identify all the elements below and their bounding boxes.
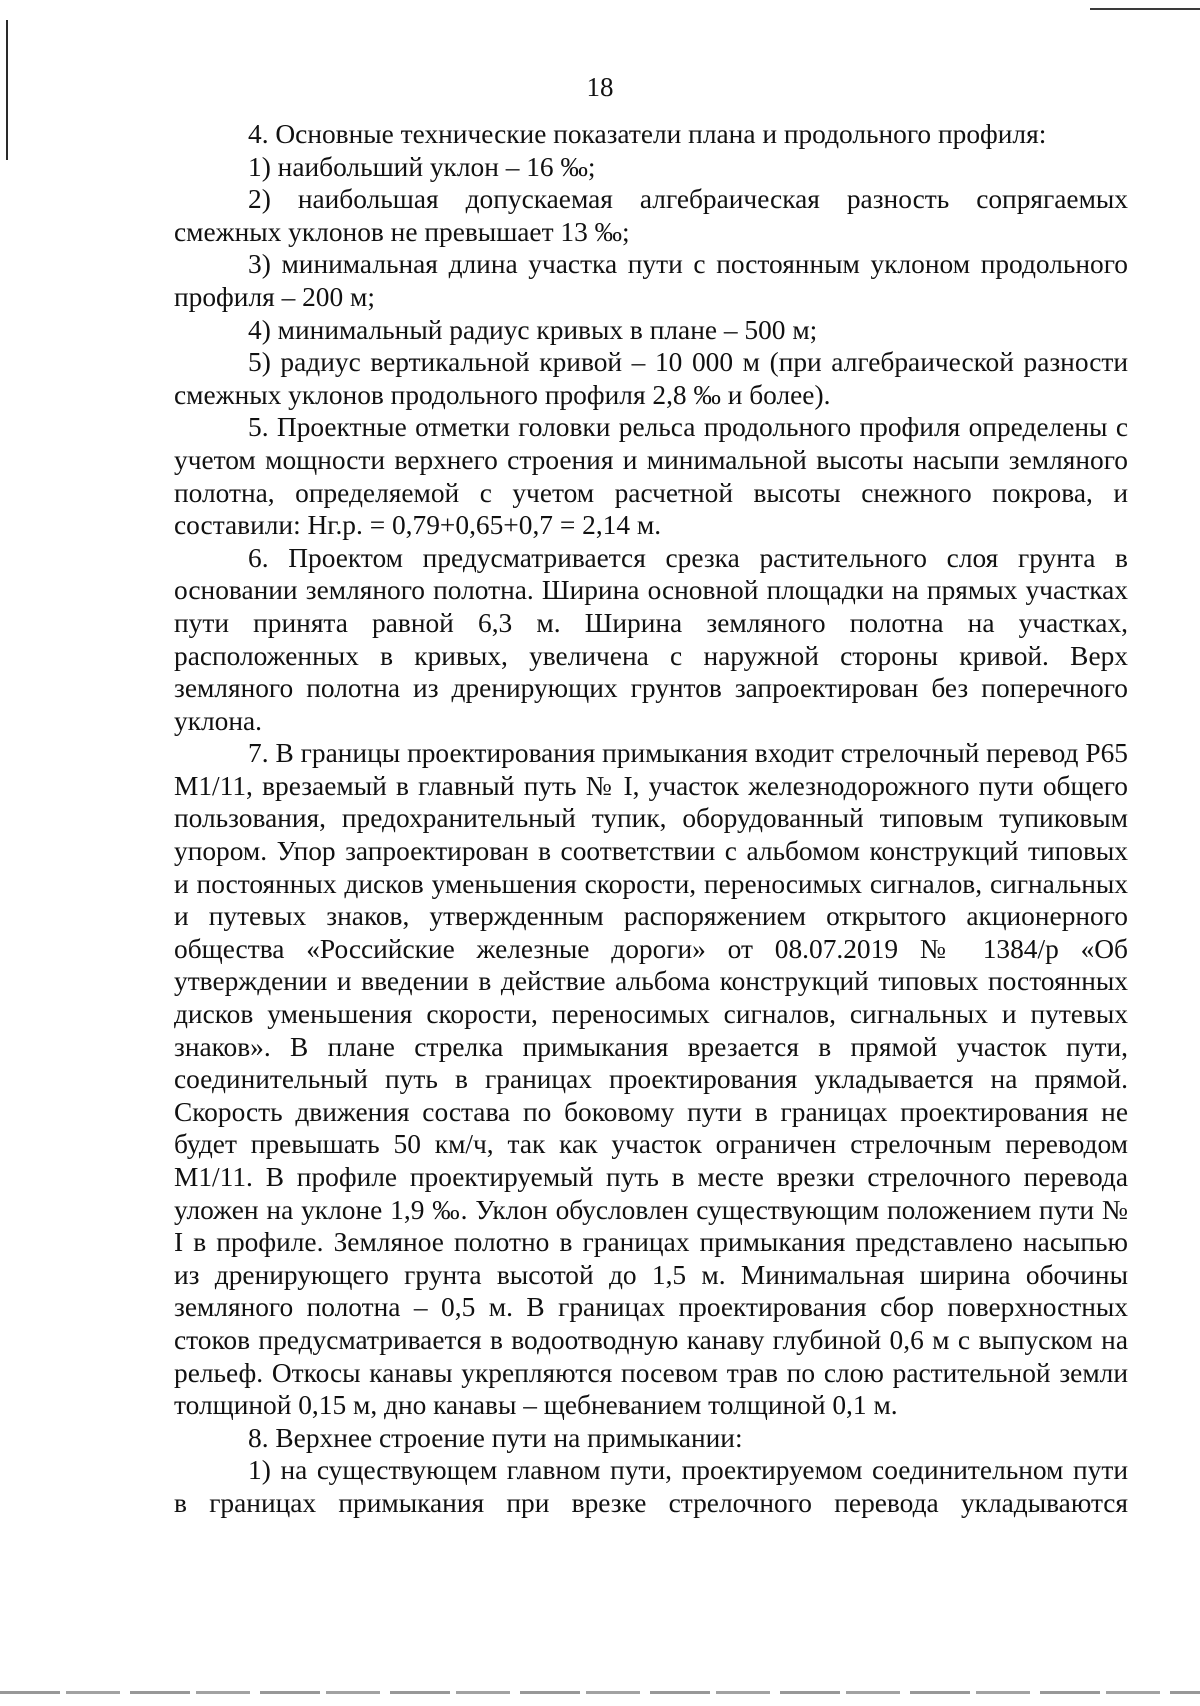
paragraph-section-7-junction: 7. В границы проектирования примыкания входит стрелочный перевод Р65 М1/11, врезаемый в главный путь № I, участок железнодорожного пути общего пользования, предохранительный тупик, оборудованный типовым тупиковым упором. Упор запроектирован в соответствии с альбомом конструкций типовых и постоянных дисков уменьшения скорости, переносимых сигналов, сигнальных и путевых знаков, утвержденным распоряжением открытого акционерного общества «Российские железные дороги» от 08.07.2019 № 1384/р «Об утверждении и введении в действие альбома конструкций типовых постоянных дисков уменьшения скорости, переносимых сигналов, сигнальных и путевых знаков». В плане стрелка примыкания врезается в прямой участок пути, соединительный путь в границах проектирования укладывается на прямой. Скорость движения состава по боковому пути в границах проектирования не будет превышать 50 км/ч, так как участок ограничен стрелочным переводом М1/11. В профиле проектируемый путь в месте врезки стрелочного перевода уложен на уклоне 1,9 ‰. Уклон обусловлен существующим положением пути № I в профиле. Земляное полотно в границах примыкания представлено насыпью из дренирующего грунта высотой до 1,5 м. Минимальная ширина обочины земляного полотна – 0,5 м. В границах проектирования сбор поверхностных стоков предусматривается в водоотводную канаву глубиной 0,6 м с выпуском на рельеф. Откосы канавы укрепляются посевом трав по слою растительной земли толщиной 0,15 м, дно канавы – щебневанием толщиной 0,1 м. xyxy=(174,738,1128,1421)
paragraph-section-4-heading: 4. Основные технические показатели плана и продольного профиля: xyxy=(248,119,1047,149)
paragraph-section-8-heading: 8. Верхнее строение пути на примыкании: xyxy=(248,1422,743,1453)
scan-edge-bottom xyxy=(0,1691,1200,1694)
paragraph-item-3-min-length: 3) минимальная длина участка пути с постоянным уклоном продольного профиля – 200 м; xyxy=(174,249,1128,312)
paragraph-item-1-max-gradient: 1) наибольший уклон – 16 ‰; xyxy=(248,151,596,182)
paragraph-section-6-subgrade: 6. Проектом предусматривается срезка растительного слоя грунта в основании земляного полотна. Ширина основной площадки на прямых участках пути принята равной 6,3 м. Ширина земляного полотна на участках, расположенных в кривых, увеличена с наружной стороны кривой. Верх земляного полотна из дренирующих грунтов запроектирован без поперечного уклона. xyxy=(174,542,1128,736)
scan-edge-top-right xyxy=(1090,8,1200,10)
paragraph-item-5-vertical-curve: 5) радиус вертикальной кривой – 10 000 м (при алгебраической разности смежных уклонов продольного профиля 2,8 ‰ и более). xyxy=(174,347,1128,410)
paragraph-item-2-algebraic-difference: 2) наибольшая допускаемая алгебраическая разность сопрягаемых смежных уклонов не превышает 13 ‰; xyxy=(174,184,1128,247)
document-body xyxy=(174,118,1128,1520)
paragraph-section-8-item-1: 1) на существующем главном пути, проектируемом соединительном пути в границах примыкания при врезке стрелочного перевода укладываются xyxy=(174,1455,1128,1518)
paragraph-item-4-min-radius: 4) минимальный радиус кривых в плане – 500 м; xyxy=(248,314,818,345)
page-number: 18 xyxy=(586,72,614,102)
paragraph-section-5-rail-marks: 5. Проектные отметки головки рельса продольного профиля определены с учетом мощности верхнего строения и минимальной высоты насыпи земляного полотна, определяемой с учетом расчетной высоты снежного покрова, и составили: Нг.р. = 0,79+0,65+0,7 = 2,14 м. xyxy=(174,412,1128,541)
